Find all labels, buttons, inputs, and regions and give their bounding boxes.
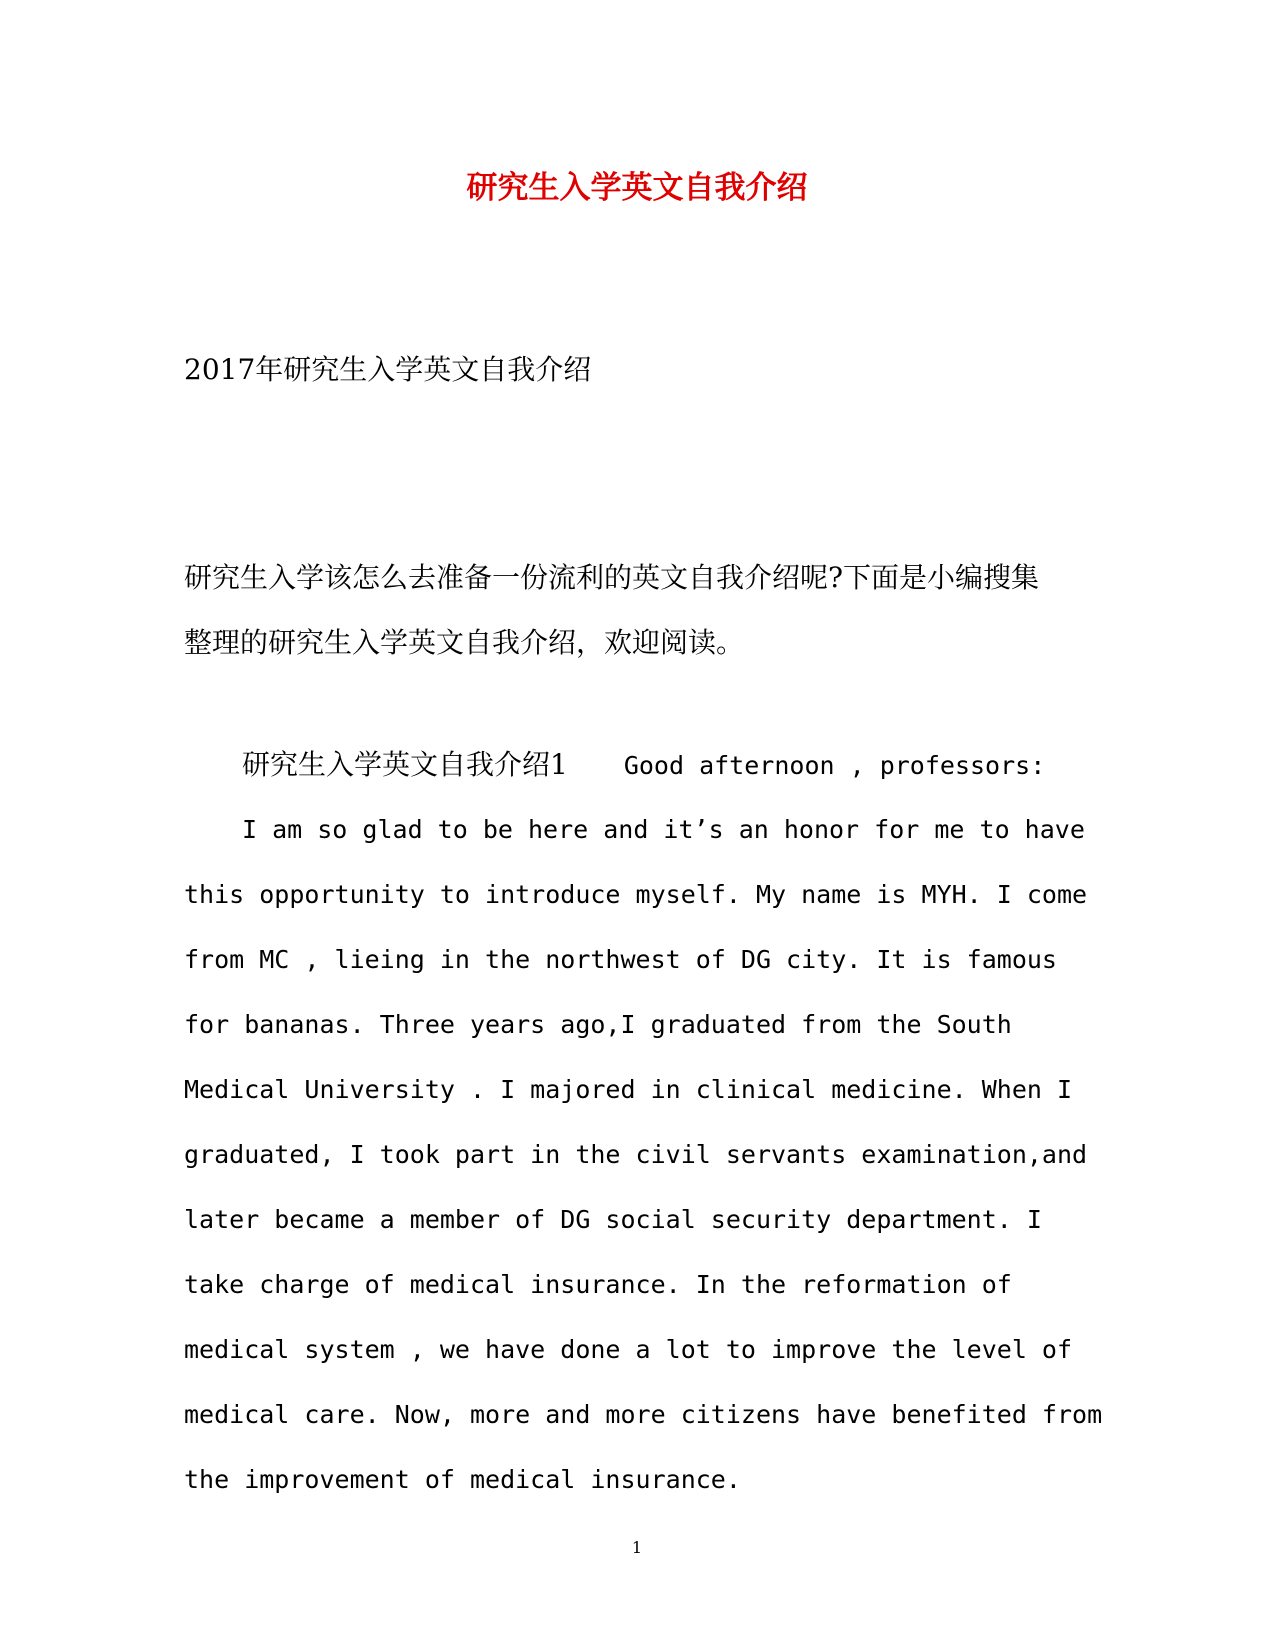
section-heading: 研究生入学英文自我介绍1 <box>242 748 568 781</box>
body-line: take charge of medical insurance. In the reformation of <box>184 1270 1012 1299</box>
document-subtitle: 2017年研究生入学英文自我介绍 <box>184 353 592 386</box>
body-line: this opportunity to introduce myself. My name is MYH. I come <box>184 880 1088 909</box>
intro-paragraph <box>184 545 1084 675</box>
body-line: for bananas. Three years ago,I graduated from the South <box>184 1010 1012 1039</box>
intro-line: 研究生入学该怎么去准备一份流利的英文自我介绍呢?下面是小编搜集 <box>184 561 1040 594</box>
page-number: 1 <box>631 1538 643 1557</box>
intro-line: 整理的研究生入学英文自我介绍，欢迎阅读。 <box>184 626 745 659</box>
body-line: medical system , we have done a lot to improve the level of <box>184 1335 1073 1364</box>
section-heading-line <box>184 732 1084 797</box>
body-line: from MC , lieing in the northwest of DG city. It is famous <box>184 945 1057 974</box>
body-line: Medical University . I majored in clinical medicine. When I <box>184 1075 1073 1104</box>
body-line: later became a member of DG social security department. I <box>184 1205 1042 1234</box>
greeting: Good afternoon , professors: <box>623 751 1046 780</box>
document-title: 研究生入学英文自我介绍 <box>466 170 808 206</box>
body-line: the improvement of medical insurance. <box>184 1465 741 1494</box>
body-line: I am so glad to be here and it’s an honor for me to have <box>242 815 1085 844</box>
body-line: medical care. Now, more and more citizens have benefited from <box>184 1400 1103 1429</box>
body-paragraph <box>184 732 1103 1512</box>
body-line: graduated, I took part in the civil servants examination,and <box>184 1140 1088 1169</box>
